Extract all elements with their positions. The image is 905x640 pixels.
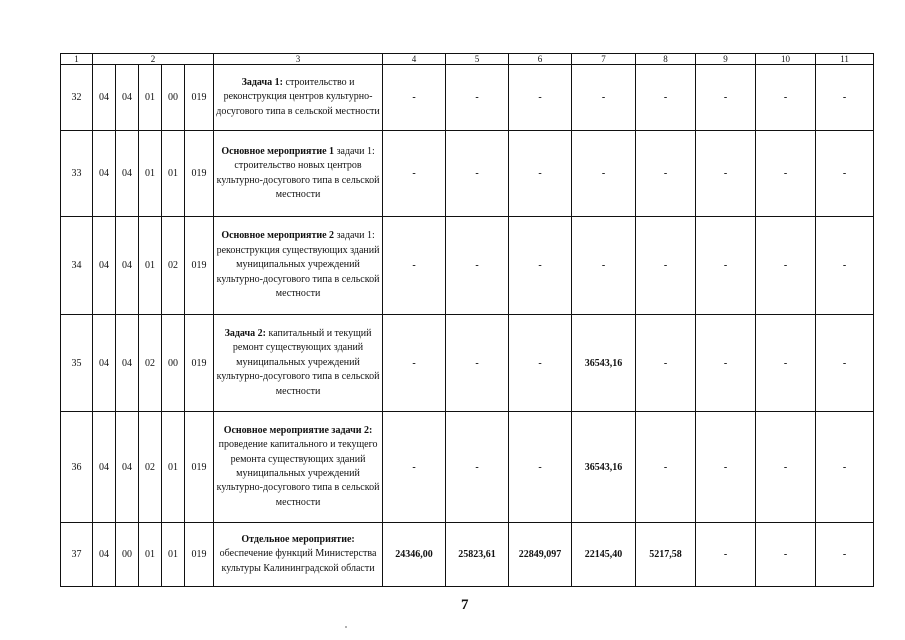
value-cell: - — [572, 131, 636, 217]
value-cell: 36543,16 — [572, 412, 636, 523]
code-cell: 01 — [139, 131, 162, 217]
description-bold: Основное мероприятие 1 — [221, 145, 335, 157]
value-cell: - — [816, 131, 874, 217]
code-cell: 04 — [93, 315, 116, 412]
header-cell: 1 — [61, 54, 93, 65]
code-cell: 01 — [162, 131, 185, 217]
code-cell: 01 — [139, 65, 162, 131]
value-cell: - — [446, 412, 509, 523]
value-cell: 25823,61 — [446, 523, 509, 587]
description-text: задачи 1: реконструкция существующих зданий муниципальных учреждений культурно-досугового типа в сельской местности — [216, 230, 380, 300]
code-cell: 04 — [116, 315, 139, 412]
code-cell: 02 — [162, 217, 185, 315]
code-cell: 04 — [116, 65, 139, 131]
code-cell: 04 — [116, 412, 139, 523]
code-cell: 019 — [185, 315, 214, 412]
description-cell — [214, 523, 383, 587]
value-cell: - — [446, 217, 509, 315]
row-number-cell: 35 — [61, 315, 93, 412]
code-cell: 04 — [116, 217, 139, 315]
value-cell: - — [446, 65, 509, 131]
description-text: капитальный и текущий ремонт существующих зданий муниципальных учреждений культурно-досугового типа в сельской местности — [216, 327, 380, 397]
table-row — [61, 315, 874, 412]
value-cell: - — [696, 217, 756, 315]
code-cell: 00 — [162, 65, 185, 131]
code-cell: 00 — [116, 523, 139, 587]
value-cell: - — [816, 65, 874, 131]
value-cell: - — [756, 523, 816, 587]
value-cell: - — [696, 131, 756, 217]
value-cell: - — [756, 65, 816, 131]
value-cell: - — [816, 523, 874, 587]
header-cell: 11 — [816, 54, 874, 65]
scan-speck — [345, 626, 347, 628]
value-cell: - — [756, 315, 816, 412]
value-cell: - — [816, 315, 874, 412]
header-row — [61, 54, 874, 65]
value-cell: - — [446, 131, 509, 217]
value-cell: - — [756, 131, 816, 217]
code-cell: 04 — [93, 412, 116, 523]
value-cell: - — [636, 65, 696, 131]
header-cell: 8 — [636, 54, 696, 65]
value-cell: 22849,097 — [509, 523, 572, 587]
code-cell: 01 — [139, 523, 162, 587]
code-cell: 04 — [93, 131, 116, 217]
header-cell: 6 — [509, 54, 572, 65]
value-cell: - — [383, 131, 446, 217]
code-cell: 019 — [185, 412, 214, 523]
value-cell: - — [636, 315, 696, 412]
header-cell: 9 — [696, 54, 756, 65]
code-cell: 019 — [185, 217, 214, 315]
value-cell: - — [509, 315, 572, 412]
program-table — [60, 53, 874, 587]
description-text: строительство и реконструкция центров культурно-досугового типа в сельской местности — [216, 76, 380, 117]
value-cell: - — [383, 65, 446, 131]
code-cell: 04 — [93, 65, 116, 131]
table-row — [61, 65, 874, 131]
value-cell: - — [446, 315, 509, 412]
header-cell: 3 — [214, 54, 383, 65]
value-cell: - — [383, 217, 446, 315]
header-cell: 2 — [93, 54, 214, 65]
description-bold: Задача 1: — [241, 76, 283, 88]
value-cell: - — [816, 217, 874, 315]
value-cell: - — [509, 412, 572, 523]
value-cell: 5217,58 — [636, 523, 696, 587]
value-cell: - — [509, 131, 572, 217]
description-bold: Отдельное мероприятие: — [241, 533, 355, 545]
row-number-cell: 37 — [61, 523, 93, 587]
value-cell: 22145,40 — [572, 523, 636, 587]
value-cell: - — [509, 65, 572, 131]
value-cell: - — [696, 412, 756, 523]
table-row — [61, 131, 874, 217]
code-cell: 00 — [162, 315, 185, 412]
header-cell: 4 — [383, 54, 446, 65]
row-number-cell: 36 — [61, 412, 93, 523]
table-row — [61, 217, 874, 315]
code-cell: 01 — [162, 523, 185, 587]
code-cell: 02 — [139, 315, 162, 412]
code-cell: 04 — [93, 217, 116, 315]
description-bold: Задача 2: — [224, 327, 266, 339]
description-text: задачи 1: строительство новых центров культурно-досугового типа в сельской местности — [216, 145, 380, 200]
value-cell: - — [756, 217, 816, 315]
value-cell: - — [572, 65, 636, 131]
description-cell — [214, 65, 383, 131]
description-bold: Основное мероприятие 2 — [221, 230, 335, 242]
table-row — [61, 523, 874, 587]
row-number-cell: 32 — [61, 65, 93, 131]
value-cell: - — [383, 315, 446, 412]
description-bold: Основное мероприятие задачи 2: — [223, 424, 373, 436]
code-cell: 019 — [185, 131, 214, 217]
code-cell: 04 — [93, 523, 116, 587]
code-cell: 01 — [139, 217, 162, 315]
code-cell: 02 — [139, 412, 162, 523]
header-cell: 7 — [572, 54, 636, 65]
header-cell: 10 — [756, 54, 816, 65]
value-cell: - — [696, 65, 756, 131]
description-text: проведение капитального и текущего ремонта существующих зданий муниципальных учреждений культурно-досугового типа в сельской местности — [216, 439, 380, 508]
value-cell: - — [572, 217, 636, 315]
value-cell: - — [756, 412, 816, 523]
description-cell — [214, 131, 383, 217]
row-number-cell: 33 — [61, 131, 93, 217]
code-cell: 04 — [116, 131, 139, 217]
value-cell: - — [383, 412, 446, 523]
value-cell: - — [636, 217, 696, 315]
description-cell — [214, 412, 383, 523]
value-cell: - — [509, 217, 572, 315]
value-cell: - — [816, 412, 874, 523]
header-cell: 5 — [446, 54, 509, 65]
value-cell: - — [636, 412, 696, 523]
page-number: 7 — [461, 597, 469, 613]
value-cell: 36543,16 — [572, 315, 636, 412]
value-cell: 24346,00 — [383, 523, 446, 587]
description-cell — [214, 217, 383, 315]
value-cell: - — [696, 523, 756, 587]
description-text: обеспечение функций Министерства культуры Калининградской области — [219, 548, 377, 574]
table-row — [61, 412, 874, 523]
row-number-cell: 34 — [61, 217, 93, 315]
value-cell: - — [696, 315, 756, 412]
code-cell: 01 — [162, 412, 185, 523]
code-cell: 019 — [185, 523, 214, 587]
value-cell: - — [636, 131, 696, 217]
code-cell: 019 — [185, 65, 214, 131]
description-cell — [214, 315, 383, 412]
